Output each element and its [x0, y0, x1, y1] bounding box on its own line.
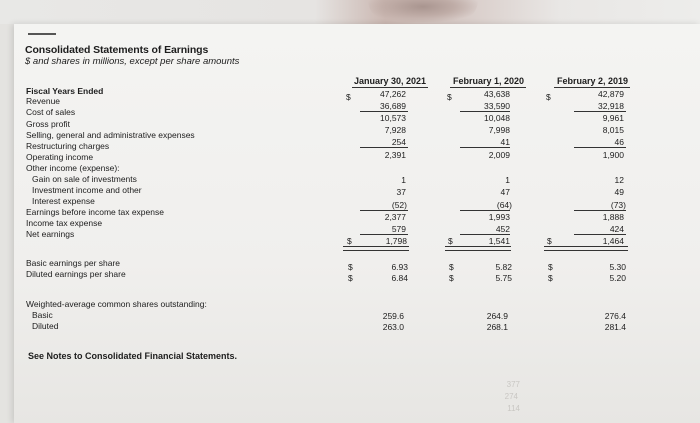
currency-symbol: $ — [449, 262, 454, 272]
row-label-income-tax: Income tax expense — [26, 218, 103, 228]
background-object — [368, 0, 478, 22]
currency-symbol: $ — [546, 92, 551, 102]
cell-restructuring-2020: 41 — [500, 137, 510, 147]
column-header-2021: January 30, 2021 — [353, 76, 426, 86]
cell-net-2020: 1,541 — [488, 236, 510, 246]
currency-symbol: $ — [548, 262, 553, 272]
column-header-2019: February 2, 2019 — [556, 76, 628, 86]
currency-symbol: $ — [448, 236, 453, 246]
background-blur — [0, 0, 700, 24]
cell-revenue-2019: 42,879 — [598, 89, 624, 99]
cell-diluted-eps-2020: 5.75 — [495, 273, 512, 283]
cell-gross-2021: 10,573 — [380, 113, 406, 123]
cell-net-2021: 1,798 — [385, 236, 407, 246]
cell-diluted-shares-2019: 281.4 — [604, 322, 626, 332]
cell-gain-2020: 1 — [505, 175, 510, 185]
cell-gain-2021: 1 — [401, 175, 406, 185]
subtotal-rule — [574, 234, 626, 235]
cell-restructuring-2019: 46 — [614, 137, 624, 147]
cell-ebt-2020: 1,993 — [488, 212, 510, 222]
currency-symbol: $ — [348, 273, 353, 283]
cell-cost-2020: 33,590 — [484, 101, 510, 111]
currency-symbol: $ — [548, 273, 553, 283]
cell-sga-2019: 8,015 — [602, 125, 624, 135]
cell-restructuring-2021: 254 — [391, 137, 406, 147]
total-double-rule — [544, 246, 628, 251]
cell-tax-2020: 452 — [495, 224, 510, 234]
currency-symbol: $ — [449, 273, 454, 283]
subtotal-rule — [460, 147, 510, 148]
cell-cost-2021: 36,689 — [380, 101, 406, 111]
cell-ebt-2019: 1,888 — [602, 212, 624, 222]
currency-symbol: $ — [347, 236, 352, 246]
subtotal-rule — [360, 234, 408, 235]
subtotal-rule — [460, 234, 510, 235]
footnote: See Notes to Consolidated Financial Statements. — [28, 351, 238, 361]
cell-diluted-eps-2019: 5.20 — [609, 273, 626, 283]
subtotal-rule — [574, 111, 626, 112]
cell-basic-shares-2020: 264.9 — [486, 311, 508, 321]
row-label-gross-profit: Gross profit — [26, 119, 70, 129]
header-underline — [352, 87, 428, 88]
cell-opincome-2021: 2,391 — [384, 150, 406, 160]
cell-basic-eps-2019: 5.30 — [609, 262, 626, 272]
header-underline — [554, 87, 630, 88]
row-label-gain-on-sale: Gain on sale of investments — [32, 174, 137, 184]
subtotal-rule — [360, 147, 408, 148]
row-label-interest-expense: Interest expense — [32, 196, 95, 206]
row-label-operating-income: Operating income — [26, 152, 94, 162]
total-double-rule — [343, 246, 409, 251]
header-underline — [450, 87, 526, 88]
cell-interest-2020: (64) — [496, 200, 512, 210]
currency-symbol: $ — [348, 262, 353, 272]
header-rule — [28, 33, 56, 35]
subtotal-rule — [574, 210, 626, 211]
row-label-sga: Selling, general and administrative expenses — [26, 130, 195, 140]
subtotal-rule — [360, 111, 408, 112]
cell-sga-2020: 7,998 — [488, 125, 510, 135]
total-double-rule — [445, 246, 511, 251]
cell-opincome-2020: 2,009 — [488, 150, 510, 160]
cell-gain-2019: 12 — [614, 175, 624, 185]
subtotal-rule — [360, 210, 408, 211]
cell-diluted-shares-2021: 263.0 — [382, 322, 404, 332]
cell-gross-2019: 9,961 — [602, 113, 624, 123]
cell-basic-shares-2021: 259.6 — [382, 311, 404, 321]
cell-revenue-2021: 47,262 — [380, 89, 406, 99]
currency-symbol: $ — [346, 92, 351, 102]
statement-subtitle: $ and shares in millions, except per share amounts — [25, 56, 240, 67]
row-label-weighted-shares: Weighted-average common shares outstanding: — [26, 299, 207, 309]
cell-sga-2021: 7,928 — [384, 125, 406, 135]
subtotal-rule — [574, 147, 626, 148]
row-label-investment-income: Investment income and other — [32, 185, 142, 195]
cell-basic-shares-2019: 276.4 — [604, 311, 626, 321]
row-label-diluted-eps: Diluted earnings per share — [26, 269, 126, 279]
bleed-through-text: 274 — [504, 392, 518, 401]
cell-basic-eps-2020: 5.82 — [495, 262, 512, 272]
cell-net-2019: 1,464 — [602, 236, 624, 246]
statement-title: Consolidated Statements of Earnings — [25, 44, 209, 56]
cell-interest-2021: (52) — [391, 200, 407, 210]
cell-basic-eps-2021: 6.93 — [391, 262, 408, 272]
cell-cost-2019: 32,918 — [598, 101, 624, 111]
cell-investment-2021: 37 — [396, 187, 406, 197]
row-label-net-earnings: Net earnings — [26, 229, 75, 239]
cell-opincome-2019: 1,900 — [602, 150, 624, 160]
fiscal-years-label: Fiscal Years Ended — [26, 86, 104, 96]
row-label-earnings-before-tax: Earnings before income tax expense — [26, 207, 164, 217]
row-label-restructuring: Restructuring charges — [26, 141, 110, 151]
row-label-basic-eps: Basic earnings per share — [26, 258, 121, 268]
subtotal-rule — [460, 210, 510, 211]
column-header-2020: February 1, 2020 — [452, 76, 524, 86]
row-label-basic-shares: Basic — [32, 310, 53, 320]
cell-interest-2019: (73) — [610, 200, 626, 210]
cell-investment-2020: 47 — [500, 187, 510, 197]
row-label-diluted-shares: Diluted — [32, 321, 59, 331]
cell-tax-2021: 579 — [391, 224, 406, 234]
cell-investment-2019: 49 — [614, 187, 624, 197]
row-label-other-income: Other income (expense): — [26, 163, 120, 173]
currency-symbol: $ — [547, 236, 552, 246]
cell-diluted-shares-2020: 268.1 — [486, 322, 508, 332]
row-label-revenue: Revenue — [26, 96, 61, 106]
bleed-through-text: 114 — [507, 404, 520, 413]
subtotal-rule — [460, 111, 510, 112]
currency-symbol: $ — [447, 92, 452, 102]
bleed-through-text: 377 — [506, 380, 520, 389]
cell-revenue-2020: 43,638 — [484, 89, 510, 99]
cell-ebt-2021: 2,377 — [384, 212, 406, 222]
cell-diluted-eps-2021: 6.84 — [391, 273, 408, 283]
row-label-cost-of-sales: Cost of sales — [26, 107, 76, 117]
cell-gross-2020: 10,048 — [484, 113, 510, 123]
cell-tax-2019: 424 — [609, 224, 624, 234]
